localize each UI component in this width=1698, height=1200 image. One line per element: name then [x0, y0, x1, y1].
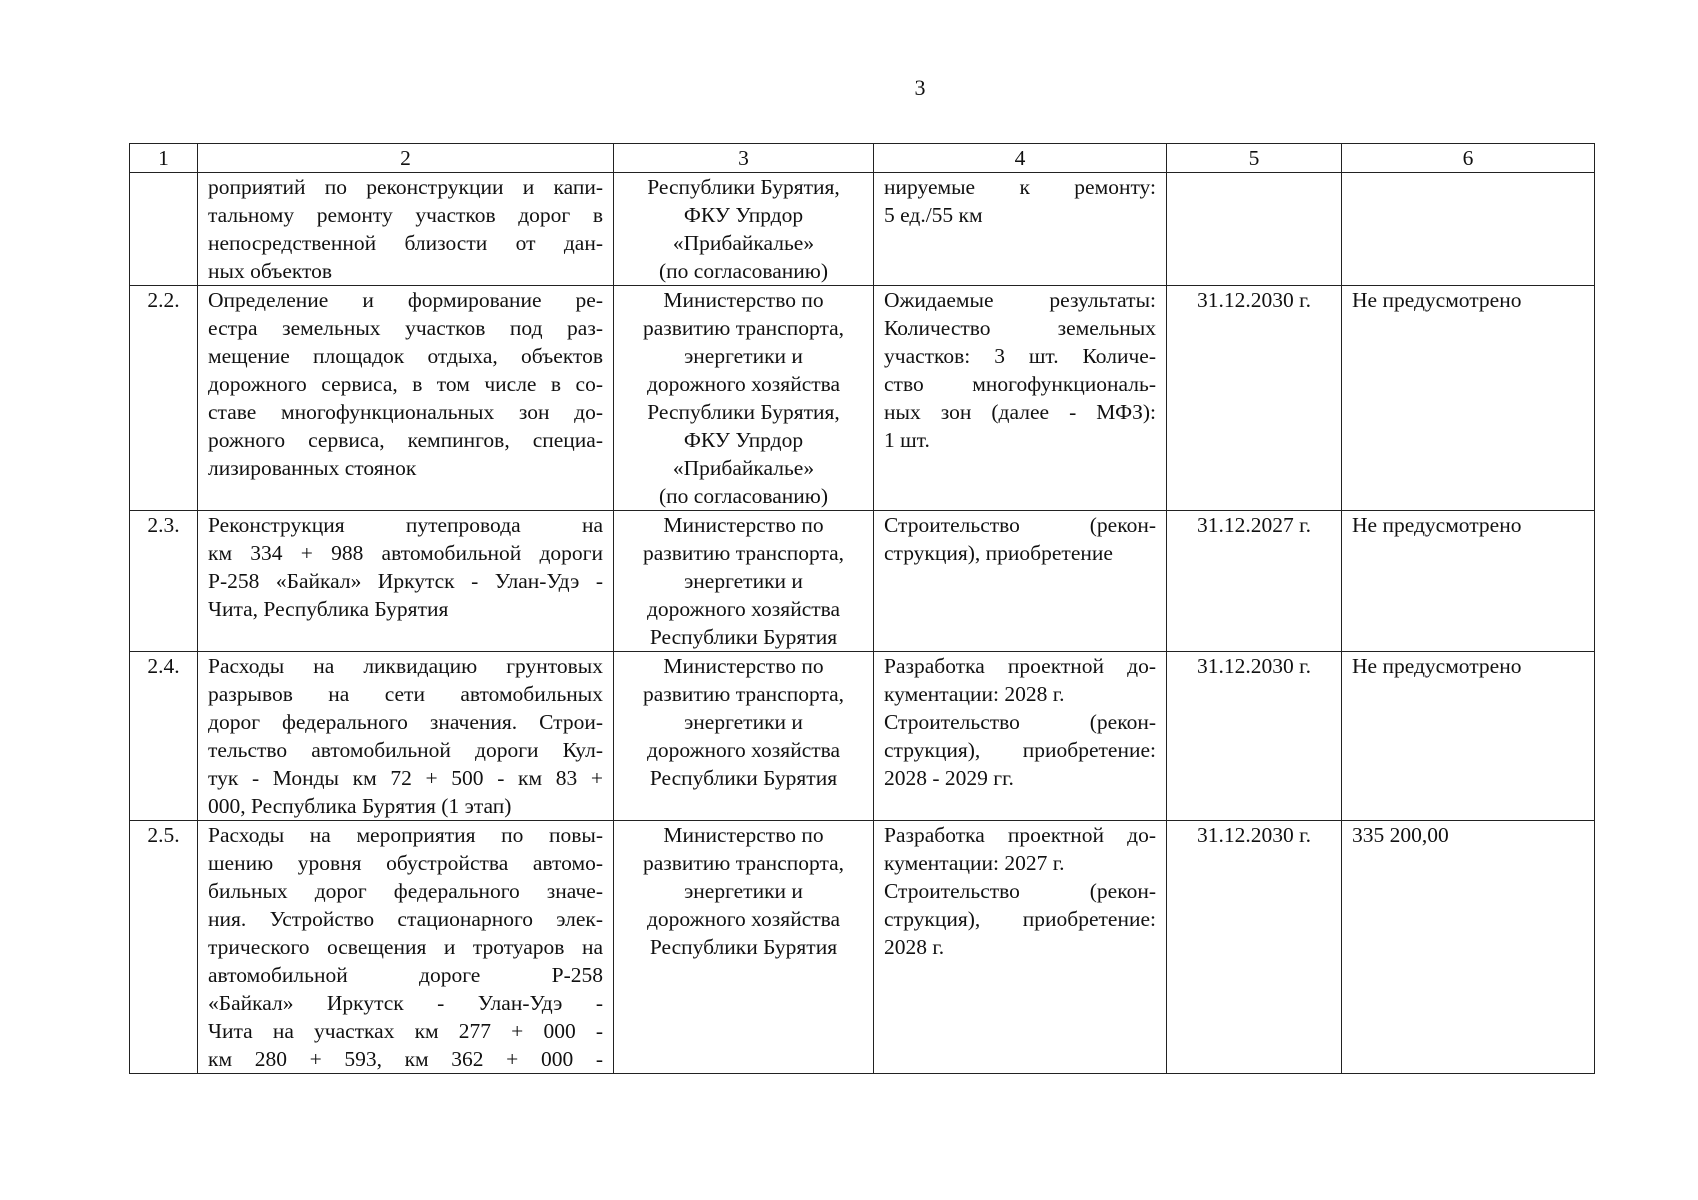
text-line: Чита, Республика Бурятия	[208, 597, 449, 621]
text-line: роприятий по реконструкции и капи-	[208, 175, 603, 199]
text-line: непосредственной близости от дан-	[208, 231, 603, 255]
column-number-2: 2	[198, 144, 614, 173]
text-line: развитию транспорта,	[642, 316, 845, 340]
text-line: рожного сервиса, кемпингов, специа-	[208, 428, 603, 452]
text-line: энергетики и	[684, 569, 803, 593]
text-line: дорожного хозяйства	[646, 738, 841, 762]
table-row	[130, 173, 1595, 286]
table-row	[130, 286, 1595, 511]
measure-description	[198, 821, 614, 1074]
table-row	[130, 511, 1595, 652]
text-line: Республики Бурятия	[649, 625, 838, 649]
measure-description	[198, 286, 614, 511]
expected-result	[874, 511, 1167, 652]
text-line: струкция), приобретение:	[884, 907, 1156, 931]
text-line: 5 ед./55 км	[884, 203, 983, 227]
responsible-executor	[614, 652, 874, 821]
funding-amount: Не предусмотрено	[1342, 652, 1595, 821]
deadline	[1167, 173, 1342, 286]
text-line: «Прибайкалье»	[672, 231, 815, 255]
text-line: дорожного хозяйства	[646, 372, 841, 396]
text-line: (по согласованию)	[658, 484, 829, 508]
text-line: кументации: 2027 г.	[884, 851, 1065, 875]
funding-amount	[1342, 173, 1595, 286]
text-line: энергетики и	[684, 710, 803, 734]
text-line: 2028 г.	[884, 935, 945, 959]
text-line: Разработка проектной до-	[884, 823, 1156, 847]
text-line: Строительство (рекон-	[884, 710, 1156, 734]
text-line: Республики Бурятия	[649, 935, 838, 959]
text-line: энергетики и	[684, 879, 803, 903]
text-line: Министерство по	[663, 288, 824, 312]
table-body	[130, 173, 1595, 1074]
responsible-executor	[614, 173, 874, 286]
text-line: км 280 + 593, км 362 + 000 -	[208, 1047, 603, 1071]
measures-table	[129, 143, 1595, 1074]
text-line: «Прибайкалье»	[672, 456, 815, 480]
text-line: тельство автомобильной дороги Кул-	[208, 738, 603, 762]
responsible-executor	[614, 511, 874, 652]
measure-description	[198, 173, 614, 286]
column-number-5: 5	[1167, 144, 1342, 173]
table-row	[130, 821, 1595, 1074]
expected-result	[874, 821, 1167, 1074]
text-line: мещение площадок отдыха, объектов	[208, 344, 603, 368]
text-line: развитию транспорта,	[642, 541, 845, 565]
text-line: естра земельных участков под раз-	[208, 316, 603, 340]
text-line: Определение и формирование ре-	[208, 288, 603, 312]
text-line: кументации: 2028 г.	[884, 682, 1065, 706]
text-line: Чита на участках км 277 + 000 -	[208, 1019, 603, 1043]
text-line: Р-258 «Байкал» Иркутск - Улан-Удэ -	[208, 569, 603, 593]
text-line: Ожидаемые результаты:	[884, 288, 1156, 312]
deadline: 31.12.2030 г.	[1167, 286, 1342, 511]
expected-result	[874, 286, 1167, 511]
text-line: Республики Бурятия,	[647, 400, 840, 424]
text-line: дорожного хозяйства	[646, 597, 841, 621]
text-line: ных объектов	[208, 259, 333, 283]
text-line: Реконструкция путепровода на	[208, 513, 603, 537]
text-line: автомобильной дороге Р-258	[208, 963, 603, 987]
text-line: Количество земельных	[884, 316, 1156, 340]
text-line: ФКУ Упрдор	[683, 428, 804, 452]
column-number-6: 6	[1342, 144, 1595, 173]
deadline: 31.12.2030 г.	[1167, 821, 1342, 1074]
text-line: Расходы на мероприятия по повы-	[208, 823, 603, 847]
text-line: Министерство по	[663, 823, 824, 847]
text-line: тук - Монды км 72 + 500 - км 83 +	[208, 766, 603, 790]
row-number	[130, 173, 198, 286]
text-line: дорог федерального значения. Строи-	[208, 710, 603, 734]
funding-amount: 335 200,00	[1342, 821, 1595, 1074]
text-line: Министерство по	[663, 654, 824, 678]
text-line: развитию транспорта,	[642, 682, 845, 706]
text-line: струкция), приобретение	[884, 541, 1113, 565]
table-row	[130, 652, 1595, 821]
text-line: 1 шт.	[884, 428, 930, 452]
text-line: ния. Устройство стационарного элек-	[208, 907, 603, 931]
responsible-executor	[614, 286, 874, 511]
text-line: Республики Бурятия,	[647, 175, 840, 199]
funding-amount: Не предусмотрено	[1342, 511, 1595, 652]
column-number-3: 3	[614, 144, 874, 173]
text-line: 000, Республика Бурятия (1 этап)	[208, 794, 512, 818]
measure-description	[198, 652, 614, 821]
row-number: 2.3.	[130, 511, 198, 652]
expected-result	[874, 652, 1167, 821]
text-line: ство многофункциональ-	[884, 372, 1156, 396]
text-line: Строительство (рекон-	[884, 879, 1156, 903]
text-line: км 334 + 988 автомобильной дороги	[208, 541, 603, 565]
text-line: тальному ремонту участков дорог в	[208, 203, 603, 227]
text-line: дорожного хозяйства	[646, 907, 841, 931]
text-line: ставе многофункциональных зон до-	[208, 400, 603, 424]
text-line: ных зон (далее - МФЗ):	[884, 400, 1156, 424]
deadline: 31.12.2027 г.	[1167, 511, 1342, 652]
text-line: энергетики и	[684, 344, 803, 368]
measure-description	[198, 511, 614, 652]
text-line: ФКУ Упрдор	[683, 203, 804, 227]
text-line: 2028 - 2029 гг.	[884, 766, 1014, 790]
column-number-4: 4	[874, 144, 1167, 173]
text-line: шению уровня обустройства автомо-	[208, 851, 603, 875]
row-number: 2.5.	[130, 821, 198, 1074]
text-line: разрывов на сети автомобильных	[208, 682, 603, 706]
text-line: трического освещения и тротуаров на	[208, 935, 603, 959]
column-number-row	[130, 144, 1595, 173]
deadline: 31.12.2030 г.	[1167, 652, 1342, 821]
funding-amount: Не предусмотрено	[1342, 286, 1595, 511]
text-line: Разработка проектной до-	[884, 654, 1156, 678]
text-line: развитию транспорта,	[642, 851, 845, 875]
text-line: Строительство (рекон-	[884, 513, 1156, 537]
text-line: «Байкал» Иркутск - Улан-Удэ -	[208, 991, 603, 1015]
text-line: Республики Бурятия	[649, 766, 838, 790]
text-line: дорожного сервиса, в том числе в со-	[208, 372, 603, 396]
column-number-1: 1	[130, 144, 198, 173]
text-line: струкция), приобретение:	[884, 738, 1156, 762]
text-line: участков: 3 шт. Количе-	[884, 344, 1156, 368]
page-number: 3	[914, 75, 926, 100]
row-number: 2.4.	[130, 652, 198, 821]
text-line: нируемые к ремонту:	[884, 175, 1156, 199]
responsible-executor	[614, 821, 874, 1074]
text-line: бильных дорог федерального значе-	[208, 879, 603, 903]
text-line: (по согласованию)	[658, 259, 829, 283]
text-line: Расходы на ликвидацию грунтовых	[208, 654, 603, 678]
expected-result	[874, 173, 1167, 286]
row-number: 2.2.	[130, 286, 198, 511]
text-line: лизированных стоянок	[208, 456, 417, 480]
text-line: Министерство по	[663, 513, 824, 537]
